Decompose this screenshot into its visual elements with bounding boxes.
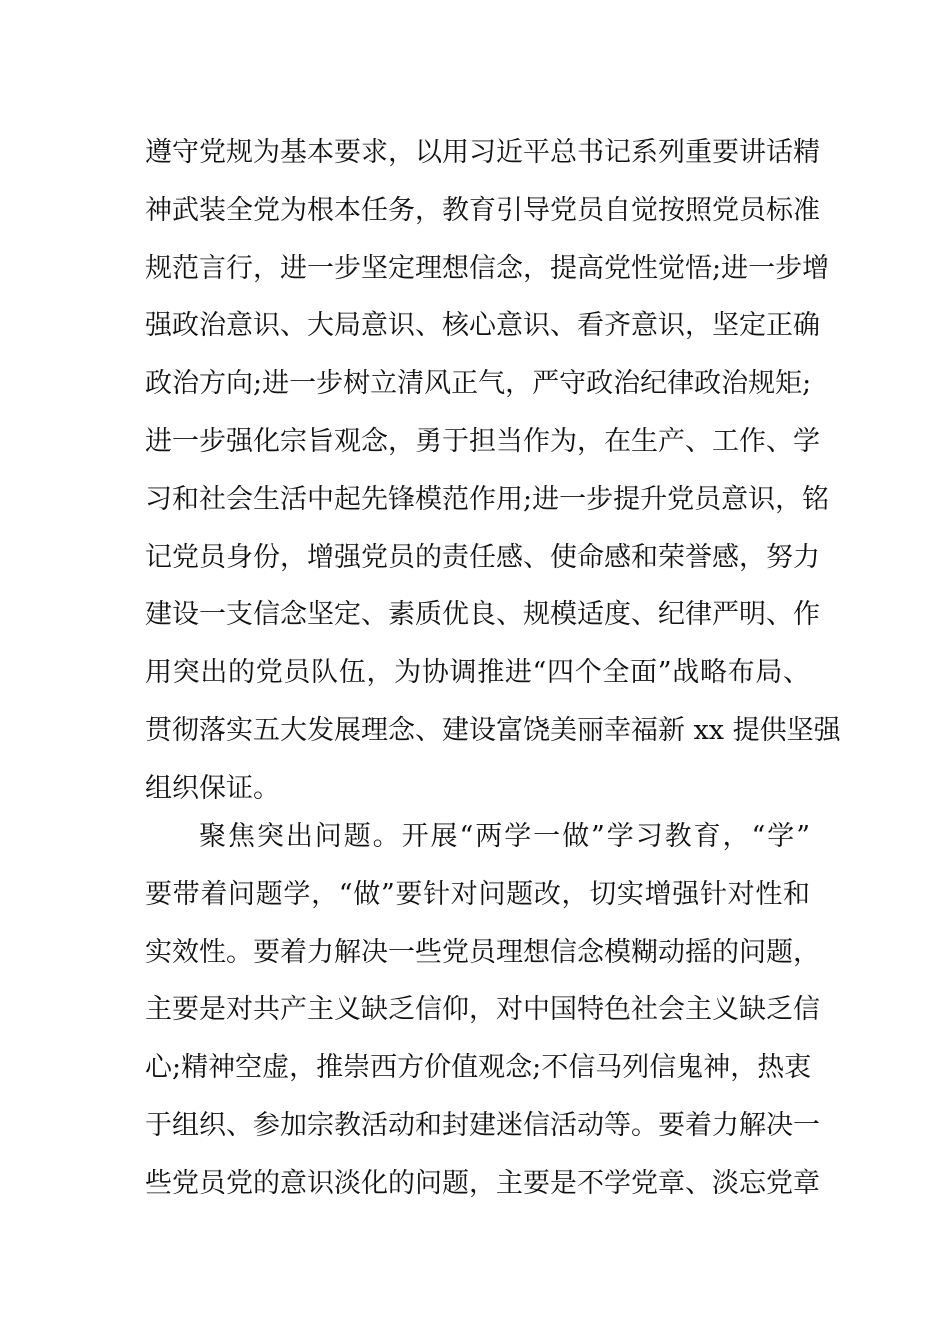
paragraph-line: 要带着问题学，“做”要针对问题改，切实增强针对性和 — [145, 878, 810, 910]
paragraph-line: 心;精神空虚，推崇西方价值观念;不信马列信鬼神，热衷 — [145, 1052, 812, 1084]
paragraph-line: 于组织、参加宗教活动和封建迷信活动等。要着力解决一 — [145, 1109, 820, 1141]
paragraph-line: 强政治意识、大局意识、核心意识、看齐意识，坚定正确 — [145, 310, 820, 342]
paragraph-line: 主要是对共产主义缺乏信仰，对中国特色社会主义缺乏信 — [145, 994, 820, 1026]
paragraph-line: 政治方向;进一步树立清风正气，严守政治纪律政治规矩; — [145, 368, 812, 400]
paragraph-line: 用突出的党员队伍，为协调推进“四个全面”战略布局、 — [145, 657, 810, 689]
paragraph-line: 些党员党的意识淡化的问题，主要是不学党章、淡忘党章 — [145, 1167, 820, 1199]
paragraph-line: 实效性。要着力解决一些党员理想信念模糊动摇的问题， — [145, 936, 820, 968]
paragraph-line: 神武装全党为根本任务，教育引导党员自觉按照党员标准 — [145, 194, 820, 226]
paragraph-line: 组织保证。 — [145, 772, 280, 804]
paragraph-line: 聚焦突出问题。开展“两学一做”学习教育，“学” — [199, 821, 810, 852]
paragraph-line: 贯彻落实五大发展理念、建设富饶美丽幸福新 xx 提供坚强 — [145, 714, 841, 746]
paragraph-1 — [145, 124, 841, 818]
paragraph-2 — [145, 808, 820, 1213]
paragraph-line: 进一步强化宗旨观念，勇于担当作为，在生产、工作、学 — [145, 425, 820, 457]
paragraph-line: 记党员身份，增强党员的责任感、使命感和荣誉感，努力 — [145, 541, 820, 573]
paragraph-line: 习和社会生活中起先锋模范作用;进一步提升党员意识，铭 — [145, 483, 830, 515]
paragraph-line: 规范言行，进一步坚定理想信念，提高党性觉悟;进一步增 — [145, 252, 830, 284]
paragraph-line: 遵守党规为基本要求，以用习近平总书记系列重要讲话精 — [145, 137, 820, 168]
paragraph-line: 建设一支信念坚定、素质优良、规模适度、纪律严明、作 — [145, 599, 820, 631]
